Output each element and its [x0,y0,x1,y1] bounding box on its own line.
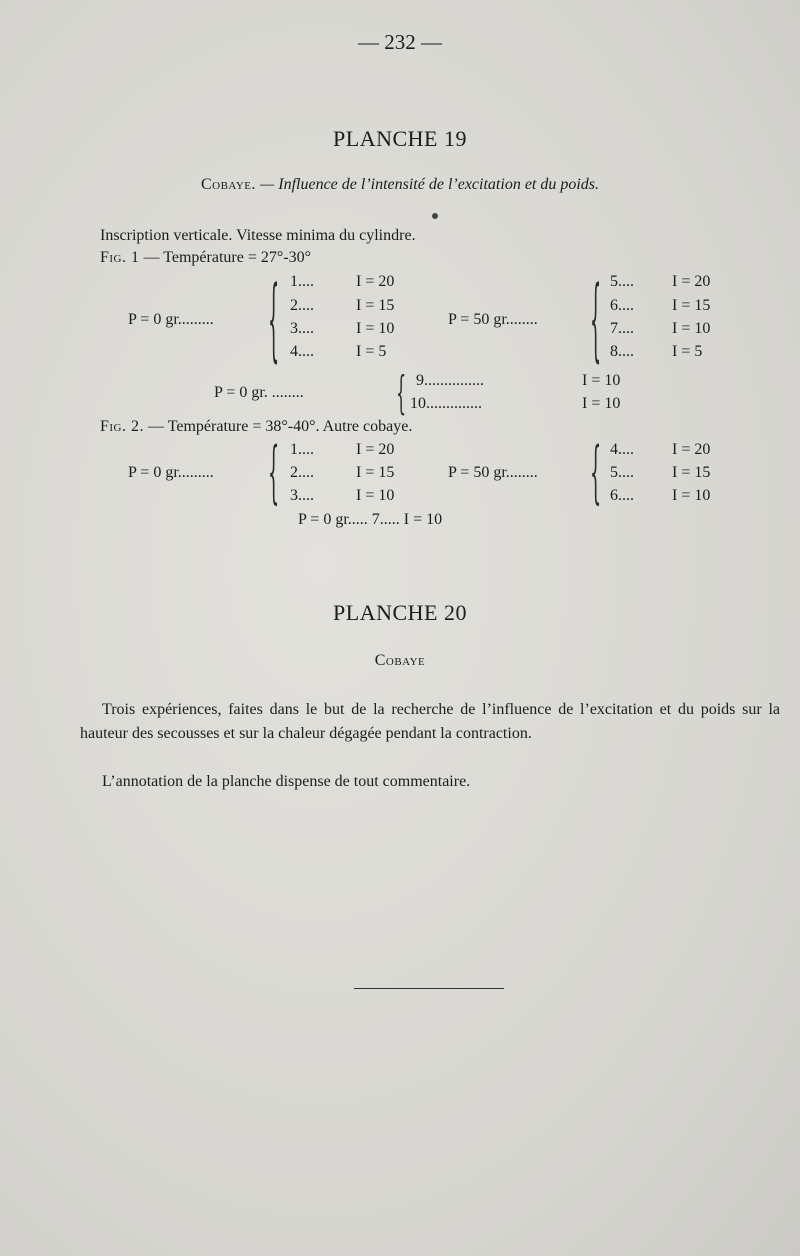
fig2-left-brace: { [268,432,280,512]
section-divider-rule [354,988,504,989]
fig1-right-row-7-num: 7.... [610,320,634,337]
fig2-left-row-3-num: 3.... [290,487,314,504]
fig2-right-row-6-val: I = 10 [672,487,711,504]
fig1-right-weight: P = 50 gr........ [448,311,538,328]
fig1-left-row-2-val: I = 15 [356,297,395,314]
fig1-extra-weight: P = 0 gr. ........ [214,384,304,401]
planche-20-subtitle: Cobaye [374,652,426,669]
page-number: — 232 — [358,30,442,54]
fig1-extra-brace: { [396,366,407,420]
fig2-left-weight: P = 0 gr......... [128,464,214,481]
fig2-left-row-1-num: 1.... [290,441,314,458]
fig2-right-weight: P = 50 gr........ [448,464,538,481]
ink-dot [432,213,438,219]
fig1-extra-row-9-num: 9............... [416,372,484,389]
fig1-left-row-4-num: 4.... [290,343,314,360]
planche-20-title: PLANCHE 20 [333,600,467,625]
fig1-left-row-1-val: I = 20 [356,273,395,290]
fig1-right-row-7-val: I = 10 [672,320,711,337]
fig1-left-row-3-num: 3.... [290,320,314,337]
fig2-last-line: P = 0 gr..... 7..... I = 10 [298,511,443,528]
fig1-left-row-2-num: 2.... [290,297,314,314]
planche-19-subtitle [0,176,800,194]
fig1-heading [100,249,311,267]
fig1-left-weight: P = 0 gr......... [128,311,214,328]
fig2-left-row-1-val: I = 20 [356,441,395,458]
fig1-extra-row-10-val: I = 10 [582,395,621,412]
fig2-right-brace: { [590,432,602,512]
planche-20-paragraph-2: L’annotation de la planche dispense de tout commentaire. [102,773,471,790]
fig1-right-row-6-val: I = 15 [672,297,711,314]
planche-19-title: PLANCHE 19 [333,126,467,151]
fig2-right-row-4-num: 4.... [610,441,634,458]
fig1-left-brace: { [268,266,280,373]
fig1-right-row-5-num: 5.... [610,273,634,290]
fig2-left-row-2-num: 2.... [290,464,314,481]
fig2-label: Fig. 2. [100,418,145,435]
fig1-right-row-8-num: 8.... [610,343,634,360]
fig1-left-row-1-num: 1.... [290,273,314,290]
subtitle-label: Cobaye. [200,176,257,193]
fig1-left-row-4-val: I = 5 [356,343,387,360]
fig1-right-row-6-num: 6.... [610,297,634,314]
fig2-left-row-3-val: I = 10 [356,487,395,504]
planche-19-intro: Inscription verticale. Vitesse minima du cylindre. [100,227,416,244]
fig1-right-row-8-val: I = 5 [672,343,703,360]
fig2-heading-text: — Température = 38°-40°. Autre cobaye. [144,418,413,435]
fig2-right-row-4-val: I = 20 [672,441,711,458]
fig1-heading-text: — Température = 27°-30° [139,249,311,266]
planche-20-paragraph-1: Trois expériences, faites dans le but de la recherche de l’influence de l’excitation et du poids sur la hauteur des secousses et sur la chaleur dégagée pendant la contraction. [80,701,780,742]
subtitle-text: — Influence de l’intensité de l’excitation et du poids. [256,176,600,193]
fig2-right-row-6-num: 6.... [610,487,634,504]
fig2-left-row-2-val: I = 15 [356,464,395,481]
fig2-right-row-5-val: I = 15 [672,464,711,481]
fig1-right-brace: { [590,266,602,373]
fig1-extra-row-9-val: I = 10 [582,372,621,389]
fig2-heading [100,418,412,436]
fig1-label: Fig. 1 [100,249,140,266]
fig1-extra-row-10-num: 10.............. [410,395,482,412]
fig2-right-row-5-num: 5.... [610,464,634,481]
fig1-right-row-5-val: I = 20 [672,273,711,290]
fig1-left-row-3-val: I = 10 [356,320,395,337]
